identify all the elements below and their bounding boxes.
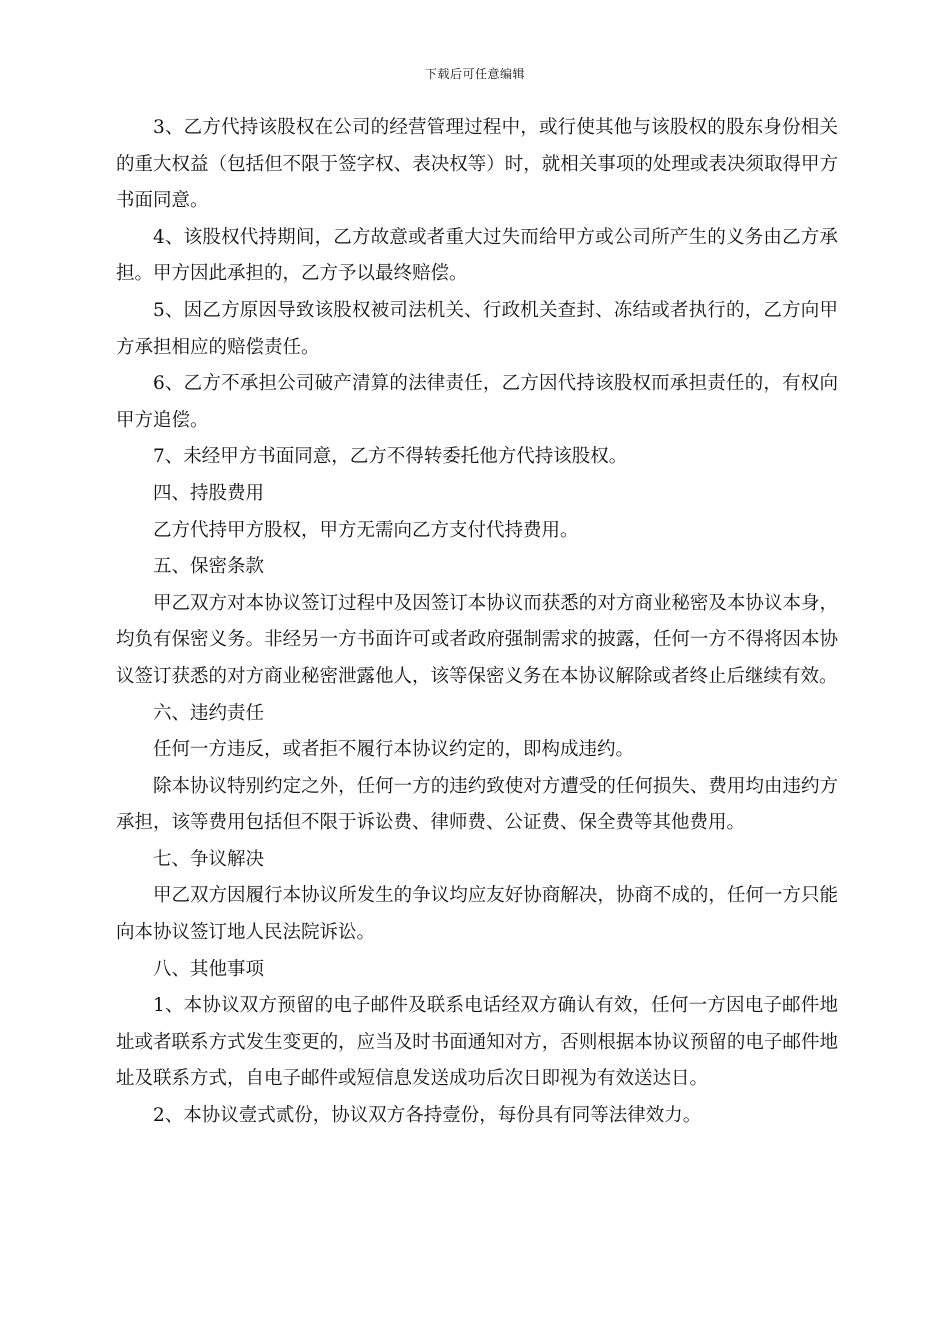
clause-6: 6、乙方不承担公司破产清算的法律责任，乙方因代持该股权而承担责任的，有权向甲方追偿。	[116, 373, 838, 431]
section-heading-other: 八、其他事项	[153, 958, 265, 980]
dispute-text: 甲乙双方因履行本协议所发生的争议均应友好协商解决，协商不成的，任何一方只能向本协议签订地人民法院诉讼。	[116, 885, 838, 944]
clause-3: 3、乙方代持该股权在公司的经营管理过程中，或行使其他与该股权的股东身份相关的重大权益（包括但不限于签字权、表决权等）时，就相关事项的处理或表决须取得甲方书面同意。	[116, 117, 838, 212]
confidentiality-text: 甲乙双方对本协议签订过程中及因签订本协议而获悉的对方商业秘密及本协议本身，均负有保密义务。非经另一方书面许可或者政府强制需求的披露，任何一方不得将因本协议签订获悉的对方商业秘密泄露他人，该等保密义务在本协议解除或者终止后继续有效。	[116, 592, 838, 687]
other-clause-2: 2、本协议壹式贰份，协议双方各持壹份，每份具有同等法律效力。	[153, 1105, 702, 1127]
other-clause-1: 1、本协议双方预留的电子邮件及联系电话经双方确认有效，任何一方因电子邮件地址或者联系方式发生变更的，应当及时书面通知对方，否则根据本协议预留的电子邮件地址及联系方式，自电子邮件或短信息发送成功后次日即视为有效送达日。	[116, 995, 838, 1090]
breach-text-2: 除本协议特别约定之外，任何一方的违约致使对方遭受的任何损失、费用均由违约方承担，该等费用包括但不限于诉讼费、律师费、公证费、保全费等其他费用。	[116, 775, 838, 834]
document-body	[116, 110, 838, 1135]
clause-7: 7、未经甲方书面同意，乙方不得转委托他方代持该股权。	[153, 446, 628, 468]
clause-5: 5、因乙方原因导致该股权被司法机关、行政机关查封、冻结或者执行的，乙方向甲方承担相应的赔偿责任。	[116, 299, 838, 358]
section-heading-breach: 六、违约责任	[153, 702, 265, 724]
breach-text-1: 任何一方违反，或者拒不履行本协议约定的，即构成违约。	[153, 739, 635, 761]
page-header: 下载后可任意编辑	[424, 67, 525, 81]
fees-text: 乙方代持甲方股权，甲方无需向乙方支付代持费用。	[153, 519, 579, 541]
section-heading-fees: 四、持股费用	[153, 482, 265, 504]
clause-4: 4、该股权代持期间，乙方故意或者重大过失而给甲方或公司所产生的义务由乙方承担。甲方因此承担的，乙方予以最终赔偿。	[116, 226, 838, 285]
section-heading-confidentiality: 五、保密条款	[153, 556, 265, 578]
section-heading-dispute: 七、争议解决	[153, 848, 265, 870]
